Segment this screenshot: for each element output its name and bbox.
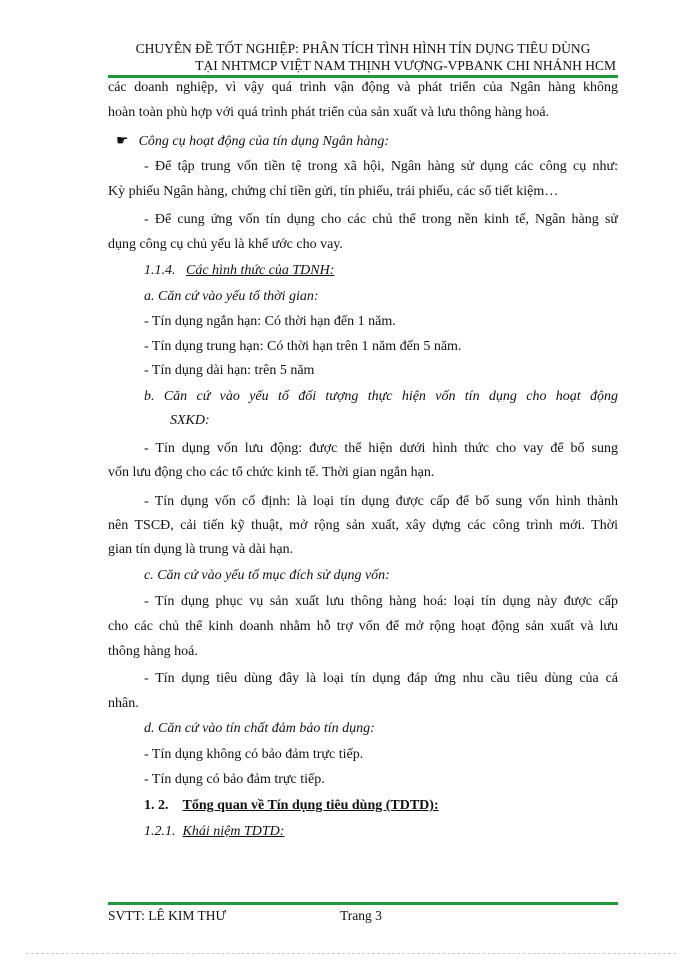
paragraph-line: vốn lưu động cho các tổ chức kinh tế. Thời gian ngắn hạn. xyxy=(108,465,435,480)
list-item: - Tín dụng ngắn hạn: Có thời hạn đến 1 năm. xyxy=(144,314,396,329)
section-title: Các hình thức của TDNH: xyxy=(186,263,335,278)
page-header xyxy=(108,40,618,74)
paragraph-line: - Để tập trung vốn tiền tệ trong xã hội, Ngân hàng sử dụng các công cụ như: xyxy=(144,159,618,174)
paragraph-line: - Tín dụng tiêu dùng đây là loại tín dụng đáp ứng nhu cầu tiêu dùng của cá xyxy=(144,671,618,686)
paragraph-line: Kỳ phiếu Ngân hàng, chứng chỉ tiền gửi, tín phiếu, trái phiếu, các sổ tiết kiệm… xyxy=(108,184,559,199)
paragraph-line: dụng công cụ chủ yếu là khế ước cho vay. xyxy=(108,237,343,252)
section-number: 1.2.1. xyxy=(144,824,176,839)
paragraph-line: hoàn toàn phù hợp với quá trình phát triển của sản xuất và lưu thông hàng hoá. xyxy=(108,105,550,120)
header-line-2: TẠI NHTMCP VIỆT NAM THỊNH VƯỢNG-VPBANK CHI NHÁNH HCM xyxy=(195,58,616,73)
section-number: 1.1.4. xyxy=(144,263,176,278)
tools-heading-line xyxy=(116,133,389,150)
header-line-1: CHUYÊN ĐỀ TỐT NGHIỆP: PHÂN TÍCH TÌNH HÌNH TÍN DỤNG TIÊU DÙNG xyxy=(135,41,591,56)
paragraph-line: - Tín dụng vốn cố định: là loại tín dụng được cấp để bổ sung vốn hình thành xyxy=(144,494,618,509)
subheading-b-line-1: b. Căn cứ vào yếu tố đối tượng thực hiện vốn tín dụng cho hoạt động xyxy=(144,389,618,404)
section-1-2-1-heading xyxy=(144,824,284,840)
pointing-hand-icon: ☛ xyxy=(116,134,129,149)
paragraph-line: nhân. xyxy=(108,696,139,711)
section-1-1-4-heading xyxy=(144,263,334,279)
list-item: - Tín dụng có bảo đảm trực tiếp. xyxy=(144,772,325,787)
paragraph-line: thông hàng hoá. xyxy=(108,644,198,659)
header-rule xyxy=(108,75,618,78)
paragraph-line: - Để cung ứng vốn tín dụng cho các chủ thể trong nền kinh tế, Ngân hàng sử xyxy=(144,212,618,227)
page-break-line xyxy=(26,953,676,954)
paragraph-line: - Tín dụng vốn lưu động: được thể hiện dưới hình thức cho vay để bổ sung xyxy=(144,441,618,456)
footer-author: SVTT: LÊ KIM THƯ xyxy=(108,908,226,923)
section-title: Khái niệm TDTD: xyxy=(182,824,285,839)
section-number: 1. 2. xyxy=(144,798,169,813)
paragraph-line: - Tín dụng phục vụ sản xuất lưu thông hàng hoá: loại tín dụng này được cấp xyxy=(144,594,618,609)
tools-heading: Công cụ hoạt động của tín dụng Ngân hàng: xyxy=(138,134,389,149)
paragraph-line: nên TSCĐ, cải tiến kỹ thuật, mở rộng sản xuất, xây dựng các công trình mới. Thời xyxy=(108,518,618,533)
paragraph-line: gian tín dụng là trung và dài hạn. xyxy=(108,542,294,557)
subheading-d: d. Căn cứ vào tín chất đảm bảo tín dụng: xyxy=(144,721,375,736)
subheading-a: a. Căn cứ vào yếu tố thời gian: xyxy=(144,289,319,304)
page-number: Trang 3 xyxy=(340,908,382,923)
subheading-c: c. Căn cứ vào yếu tố mục đích sử dụng vốn: xyxy=(144,568,390,583)
list-item: - Tín dụng dài hạn: trên 5 năm xyxy=(144,363,315,378)
section-title: Tổng quan về Tín dụng tiêu dùng (TDTD): xyxy=(182,798,439,813)
subheading-b-line-2: SXKD: xyxy=(170,413,210,428)
paragraph-line: các doanh nghiệp, vì vậy quá trình vận động và phát triển của Ngân hàng không xyxy=(108,80,618,95)
list-item: - Tín dụng trung hạn: Có thời hạn trên 1 năm đến 5 năm. xyxy=(144,339,462,354)
paragraph-line: cho các chủ thể kinh doanh nhằm hỗ trợ vốn để mở rộng hoạt động sản xuất và lưu xyxy=(108,619,618,634)
list-item: - Tín dụng không có bảo đảm trực tiếp. xyxy=(144,747,364,762)
section-1-2-heading xyxy=(144,798,439,814)
footer-rule xyxy=(108,902,618,905)
